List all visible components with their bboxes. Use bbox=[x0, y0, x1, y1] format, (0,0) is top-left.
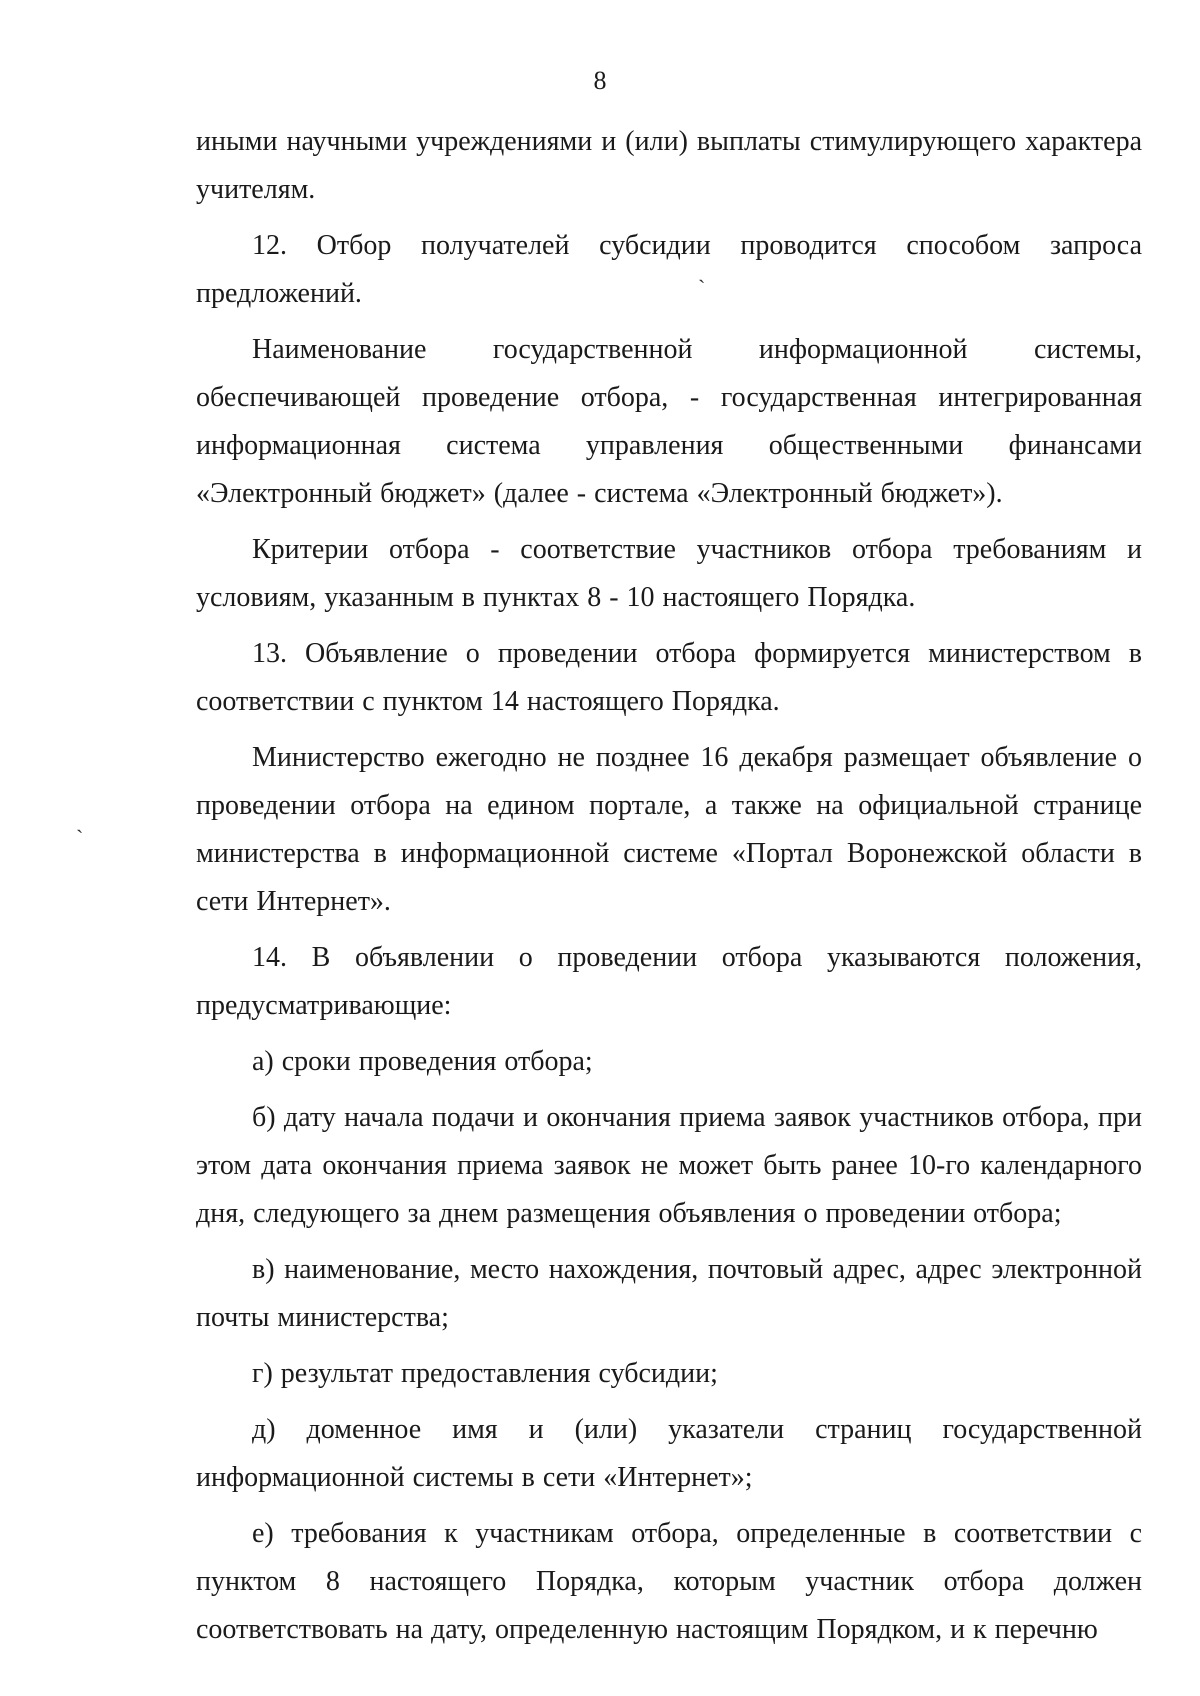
paragraph-item-14: 14. В объявлении о проведении отбора указываются положения, предусматривающие: bbox=[196, 942, 1142, 1021]
list-item-d: д) доменное имя и (или) указатели страниц государственной информационной системы в сети «Интернет»; bbox=[196, 1414, 1142, 1493]
page-number: 8 bbox=[593, 66, 607, 95]
list-item-e: е) требования к участникам отбора, определенные в соответствии с пунктом 8 настоящего Порядка, которым участник отбора должен соответствовать на дату, определенную настоящим Порядком, и к перечню bbox=[196, 1518, 1142, 1645]
scan-mark-tick: ˏ bbox=[76, 808, 84, 833]
paragraph-item-13: 13. Объявление о проведении отбора формируется министерством в соответствии с пунктом 14 настоящего Порядка. bbox=[196, 638, 1142, 717]
document-body bbox=[196, 118, 1142, 1662]
paragraph-criteria: Критерии отбора - соответствие участников отбора требованиям и условиям, указанным в пунктах 8 - 10 настоящего Порядка. bbox=[196, 534, 1142, 613]
paragraph-continuation: иными научными учреждениями и (или) выплаты стимулирующего характера учителям. bbox=[196, 126, 1142, 205]
paragraph-system-name: Наименование государственной информационной системы, обеспечивающей проведение отбора, - государственная интегрированная информационная система управления общественными финансами «Электронный бюджет» (далее - система «Электронный бюджет»). bbox=[196, 334, 1142, 509]
paragraph-item-12: 12. Отбор получателей субсидии проводится способом запроса предложений. bbox=[196, 230, 1142, 309]
paragraph-ministry-announcement: Министерство ежегодно не позднее 16 декабря размещает объявление о проведении отбора на едином портале, а также на официальной странице министерства в информационной системе «Портал Воронежской области в сети Интернет». bbox=[196, 742, 1142, 917]
list-item-g: г) результат предоставления субсидии; bbox=[252, 1358, 718, 1389]
list-item-v: в) наименование, место нахождения, почтовый адрес, адрес электронной почты министерства; bbox=[196, 1254, 1142, 1333]
list-item-a: а) сроки проведения отбора; bbox=[252, 1046, 593, 1077]
scan-mark-dot: ˎ bbox=[698, 258, 706, 283]
list-item-b: б) дату начала подачи и окончания приема заявок участников отбора, при этом дата окончания приема заявок не может быть ранее 10-го календарного дня, следующего за днем размещения объявления о проведении отбора; bbox=[196, 1102, 1142, 1229]
